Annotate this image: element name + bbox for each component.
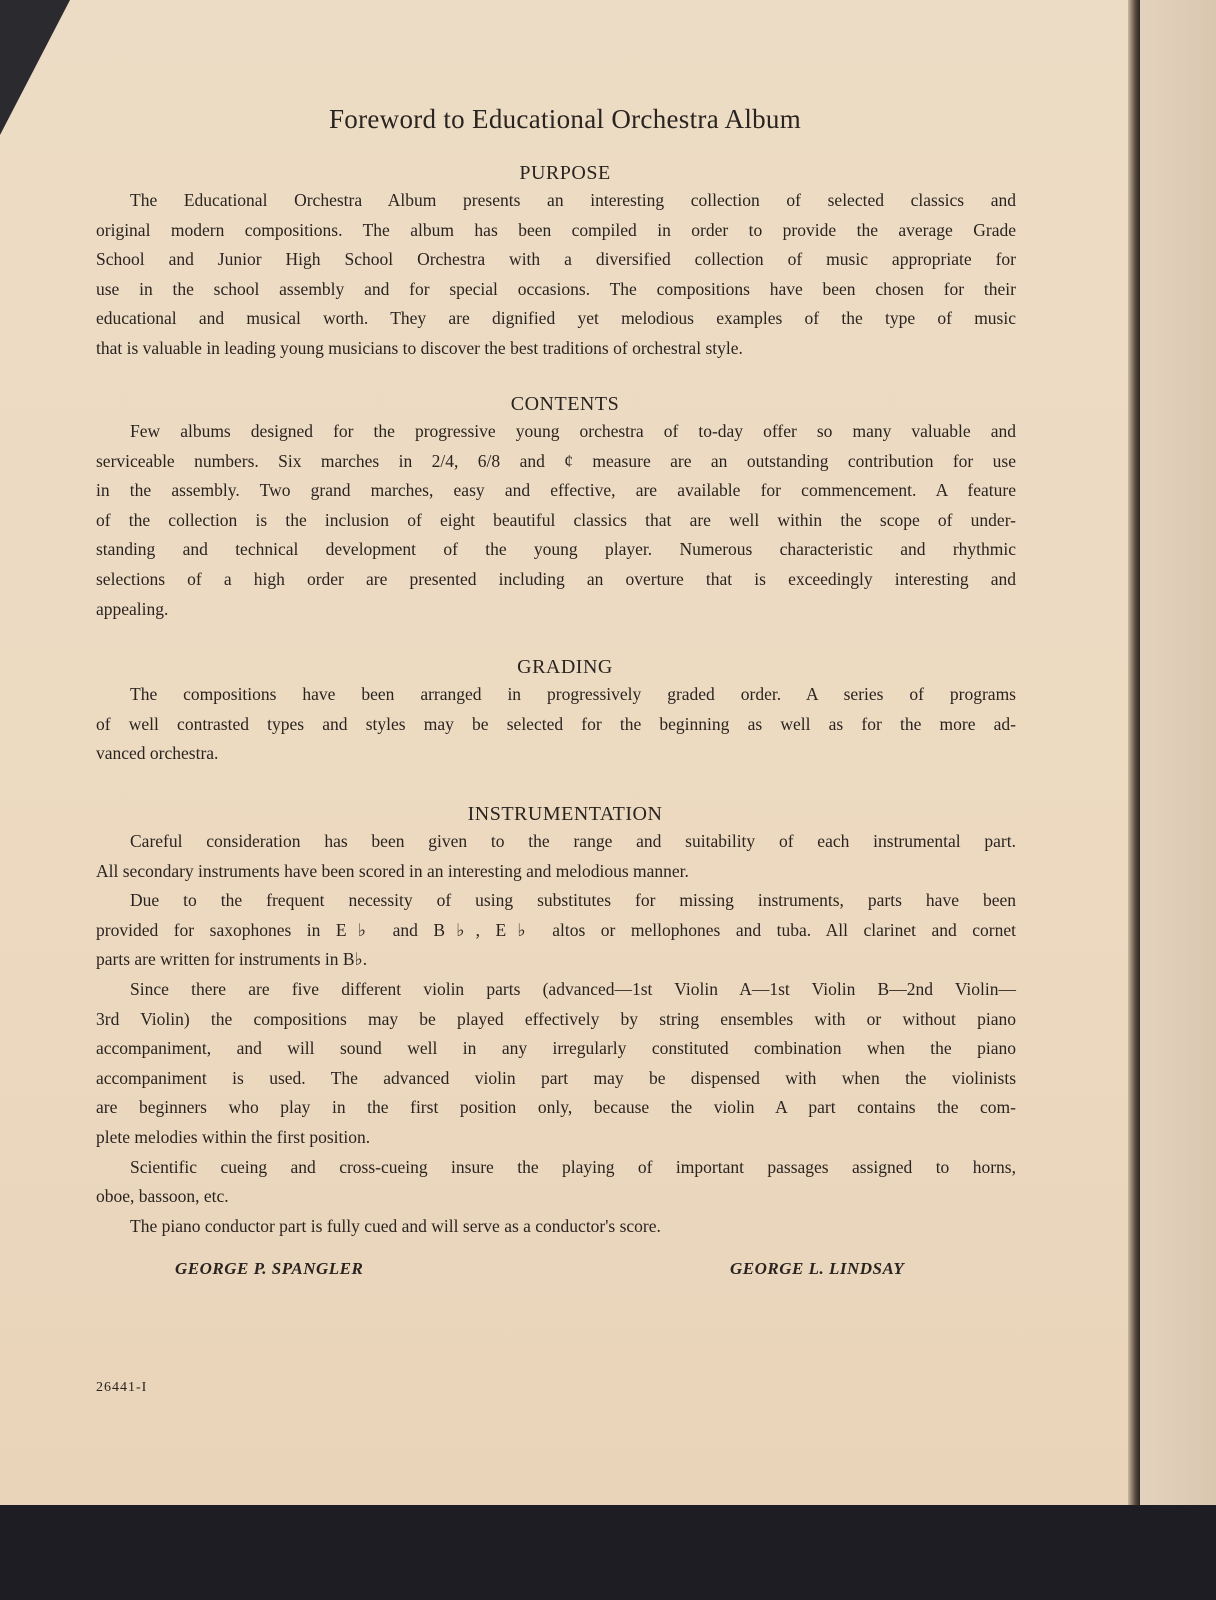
text-line: oboe, bassoon, etc. (96, 1186, 229, 1207)
section-heading-contents: CONTENTS (510, 393, 620, 415)
text-line: of well contrasted types and styles may be selected for the beginning as well as for the more ad- (96, 713, 1016, 734)
paragraph (96, 1153, 1016, 1212)
text-line: Few albums designed for the progressive young orchestra of to-day offer so many valuable and (130, 421, 1016, 441)
signature-spangler: GEORGE P. SPANGLER (175, 1259, 364, 1278)
section-heading-purpose: PURPOSE (519, 162, 611, 184)
text-line: Due to the frequent necessity of using substitutes for missing instruments, parts have been (130, 890, 1016, 911)
text-line: are beginners who play in the first position only, because the violin A part contains the com- (96, 1097, 1016, 1118)
text-line: Scientific cueing and cross-cueing insure the playing of important passages assigned to horns, (130, 1156, 1016, 1177)
text-line: provided for saxophones in E♭ and B♭, E♭ altos or mellophones and tuba. All clarinet and cornet (96, 919, 1016, 940)
paragraph (96, 827, 1016, 886)
text-line: of the collection is the inclusion of eight beautiful classics that are well within the scope of under- (96, 509, 1016, 530)
text-line: The compositions have been arranged in progressively graded order. A series of programs (130, 684, 1016, 704)
page-title: Foreword to Educational Orchestra Album (328, 104, 802, 134)
signature-lindsay: GEORGE L. LINDSAY (730, 1259, 905, 1278)
text-line: School and Junior High School Orchestra with a diversified collection of music appropriate for (96, 249, 1016, 270)
facing-page-edge (1140, 0, 1216, 1505)
paragraph (96, 417, 1016, 624)
scan-background (0, 1505, 1216, 1600)
text-line: plete melodies within the first position. (96, 1126, 371, 1147)
section-heading-instrumentation: INSTRUMENTATION (467, 803, 663, 825)
text-line: in the assembly. Two grand marches, easy and effective, are available for commencement. A feature (96, 480, 1016, 501)
text-line: All secondary instruments have been scored in an interesting and melodious manner. (96, 860, 689, 881)
section-body (96, 186, 1016, 364)
paragraph (96, 975, 1016, 1153)
section-heading-grading: GRADING (517, 656, 613, 678)
text-line: serviceable numbers. Six marches in 2/4, 6/8 and ¢ measure are an outstanding contribution for use (96, 450, 1016, 471)
text-line: selections of a high order are presented including an overture that is exceedingly interesting and (96, 568, 1016, 589)
text-line: vanced orchestra. (96, 743, 219, 764)
text-line: parts are written for instruments in B♭. (96, 949, 368, 970)
text-line: The piano conductor part is fully cued and will serve as a conductor's score. (130, 1215, 661, 1236)
plate-number: 26441-I (96, 1380, 148, 1395)
text-line: educational and musical worth. They are dignified yet melodious examples of the type of music (96, 308, 1016, 329)
text-line: standing and technical development of the young player. Numerous characteristic and rhythmic (96, 539, 1016, 560)
paragraph (96, 1212, 1016, 1242)
section-body (96, 680, 1016, 769)
text-line: 3rd Violin) the compositions may be played effectively by string ensembles with or without piano (96, 1008, 1016, 1029)
text-line: Since there are five different violin parts (advanced—1st Violin A—1st Violin B—2nd Violin— (130, 978, 1016, 999)
paragraph (96, 186, 1016, 364)
text-line: appealing. (96, 598, 169, 619)
text-line: accompaniment, and will sound well in any irregularly constituted combination when the piano (96, 1038, 1016, 1059)
section-body (96, 417, 1016, 624)
binding-edge (1128, 0, 1140, 1505)
text-line: original modern compositions. The album has been compiled in order to provide the average Grade (96, 219, 1016, 240)
text-line: use in the school assembly and for special occasions. The compositions have been chosen for their (96, 278, 1016, 299)
text-line: Careful consideration has been given to the range and suitability of each instrumental part. (130, 831, 1016, 851)
text-line: The Educational Orchestra Album presents an interesting collection of selected classics and (130, 190, 1016, 210)
text-line: that is valuable in leading young musicians to discover the best traditions of orchestral style. (96, 337, 743, 358)
text-line: accompaniment is used. The advanced violin part may be dispensed with when the violinists (96, 1067, 1016, 1088)
section-body (96, 827, 1016, 1241)
paragraph (96, 680, 1016, 769)
paragraph (96, 886, 1016, 975)
